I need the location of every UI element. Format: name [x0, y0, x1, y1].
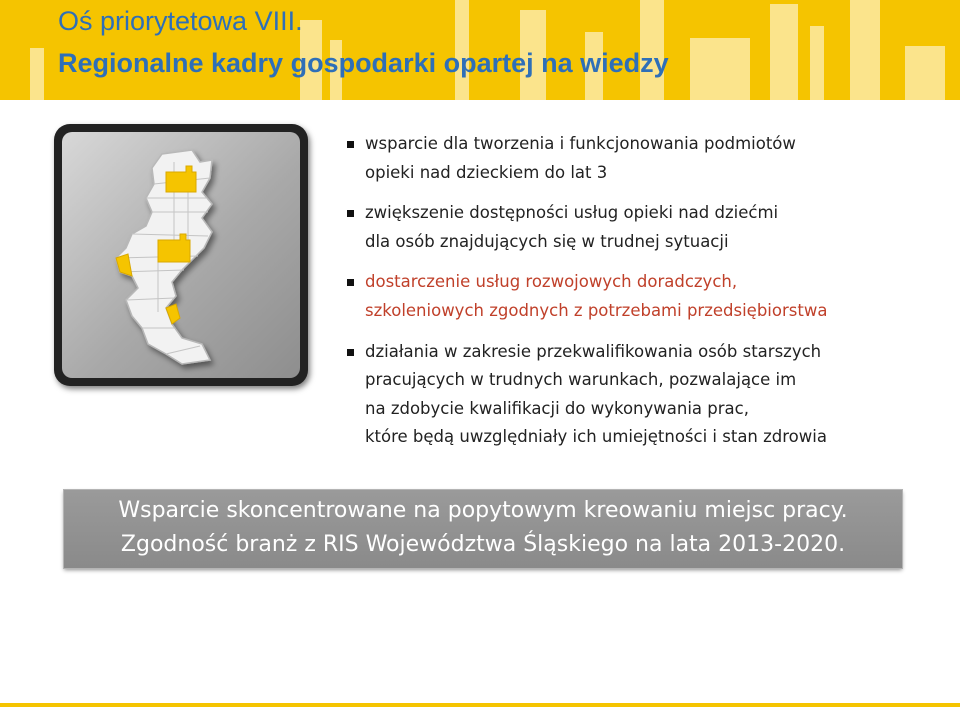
bullet-item-highlighted	[343, 268, 943, 325]
square-bullet-icon	[347, 349, 354, 356]
bullet-item	[343, 199, 943, 256]
map-image	[62, 132, 300, 378]
bullet-line: opieki nad dzieckiem do lat 3	[365, 162, 608, 182]
square-bullet-icon	[347, 210, 354, 217]
skyline-decoration	[810, 26, 824, 100]
bullet-line: które będą uwzględniały ich umiejętności i stan zdrowia	[365, 427, 827, 447]
skyline-decoration	[905, 46, 945, 100]
bullet-line: pracujących w trudnych warunkach, pozwalające im	[365, 370, 797, 390]
bullet-line: zwiększenie dostępności usług opieki nad dziećmi	[365, 203, 779, 223]
skyline-decoration	[850, 0, 880, 100]
square-bullet-icon	[347, 279, 354, 286]
square-bullet-icon	[347, 141, 354, 148]
bullet-line: dla osób znajdujących się w trudnej sytuacji	[365, 231, 729, 251]
skyline-decoration	[30, 48, 44, 100]
footer-accent-line	[0, 703, 960, 707]
header-bar	[0, 0, 960, 100]
slide-title-line1: Oś priorytetowa VIII.	[58, 6, 303, 36]
silesia-puzzle-map-icon	[62, 132, 300, 378]
summary-banner	[64, 490, 902, 568]
bullet-line: na zdobycie kwalifikacji do wykonywania prac,	[365, 398, 749, 418]
bullet-line: szkoleniowych zgodnych z potrzebami przedsiębiorstwa	[365, 300, 828, 320]
bullet-item	[343, 338, 943, 452]
banner-line1: Wsparcie skoncentrowane na popytowym kreowaniu miejsc pracy.	[118, 498, 848, 523]
bullet-line: działania w zakresie przekwalifikowania osób starszych	[365, 341, 822, 361]
banner-line2: Zgodność branż z RIS Województwa Śląskiego na lata 2013-2020.	[120, 532, 846, 557]
map-image-frame	[54, 124, 308, 386]
skyline-decoration	[690, 38, 750, 100]
bullet-line: wsparcie dla tworzenia i funkcjonowania podmiotów	[365, 134, 796, 153]
bullet-line: dostarczenie usług rozwojowych doradczych,	[365, 272, 738, 292]
bullet-list	[343, 130, 943, 464]
bullet-item	[343, 130, 943, 187]
skyline-decoration	[770, 4, 798, 100]
slide-title-line2: Regionalne kadry gospodarki opartej na wiedzy	[58, 48, 669, 78]
